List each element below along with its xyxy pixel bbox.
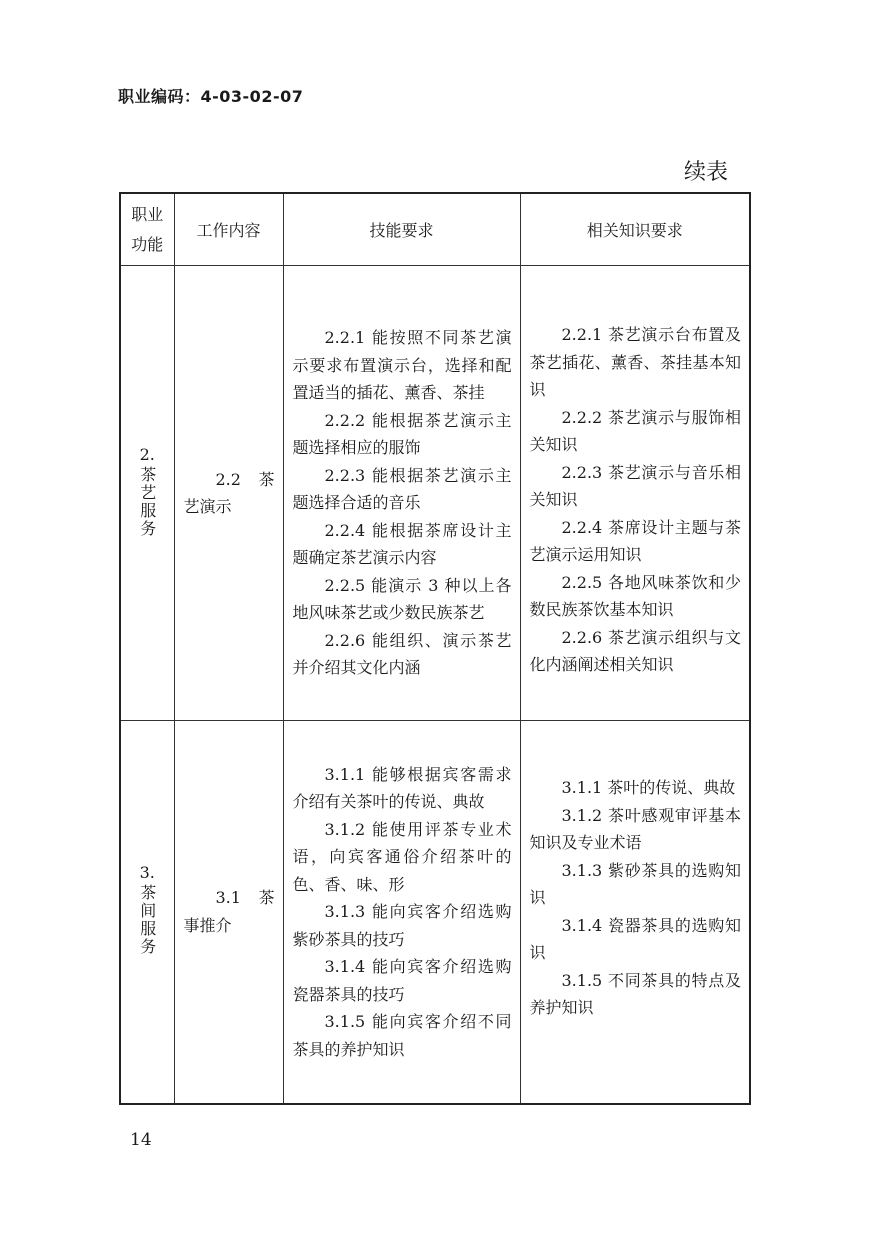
work-content: 2.2 茶艺演示 (183, 469, 275, 516)
skill-item: 3.1.4 能向宾客介绍选购瓷器茶具的技巧 (292, 957, 512, 1004)
work-content: 3.1 茶事推介 (183, 888, 275, 935)
knowledge-item: 2.2.1 茶艺演示台布置及茶艺插花、薰香、茶挂基本知识 (529, 325, 741, 400)
skill-cell (283, 266, 520, 721)
skill-item: 2.2.3 能根据茶艺演示主题选择合适的音乐 (292, 465, 512, 513)
continued-table-label: 续表 (683, 160, 728, 185)
knowledge-item: 2.2.5 各地风味茶饮和少数民族茶饮基本知识 (529, 572, 741, 620)
knowledge-item: 2.2.2 茶艺演示与服饰相关知识 (529, 407, 741, 455)
knowledge-item: 3.1.5 不同茶具的特点及养护知识 (529, 970, 741, 1017)
skill-item: 2.2.5 能演示 3 种以上各地风味茶艺或少数民族茶艺 (292, 575, 512, 623)
skill-item: 2.2.6 能组织、演示茶艺并介绍其文化内涵 (292, 630, 512, 678)
header-function-label: 职业功能 (131, 204, 164, 254)
knowledge-cell (520, 266, 750, 721)
function-name: 茶艺服务 (137, 465, 157, 538)
occupation-code: 职业编码：4-03-02-07 (118, 87, 304, 106)
knowledge-item: 2.2.6 茶艺演示组织与文化内涵阐述相关知识 (529, 627, 741, 675)
skill-item: 2.2.1 能按照不同茶艺演示要求布置演示台，选择和配置适当的插花、薰香、茶挂 (292, 328, 512, 403)
skill-cell (283, 721, 520, 1104)
header-knowledge-requirements: 相关知识要求 (520, 193, 750, 266)
occupation-standards-table (119, 192, 751, 1105)
skill-item: 2.2.4 能根据茶席设计主题确定茶艺演示内容 (292, 520, 512, 568)
function-number: 3. (139, 863, 155, 883)
knowledge-item: 3.1.3 紫砂茶具的选购知识 (529, 860, 741, 907)
function-name: 茶间服务 (137, 884, 157, 957)
table-row (120, 266, 750, 721)
skill-item: 3.1.1 能够根据宾客需求介绍有关茶叶的传说、典故 (292, 764, 512, 811)
knowledge-cell (520, 721, 750, 1104)
work-content-cell (174, 266, 283, 721)
knowledge-item: 3.1.1 茶叶的传说、典故 (561, 778, 736, 797)
knowledge-item: 2.2.3 茶艺演示与音乐相关知识 (529, 462, 741, 510)
knowledge-item: 2.2.4 茶席设计主题与茶艺演示运用知识 (529, 517, 741, 565)
skill-item: 3.1.2 能使用评茶专业术语，向宾客通俗介绍茶叶的色、香、味、形 (292, 819, 512, 894)
function-cell (120, 721, 174, 1104)
function-number: 2. (139, 444, 155, 464)
page-number: 14 (130, 1130, 152, 1150)
table-row (120, 721, 750, 1104)
knowledge-item: 3.1.4 瓷器茶具的选购知识 (529, 915, 741, 962)
skill-item: 2.2.2 能根据茶艺演示主题选择相应的服饰 (292, 410, 512, 458)
header-work-content: 工作内容 (174, 193, 283, 266)
work-content-cell (174, 721, 283, 1104)
table-header-row (120, 193, 750, 266)
header-skill-requirements: 技能要求 (283, 193, 520, 266)
skill-item: 3.1.3 能向宾客介绍选购紫砂茶具的技巧 (292, 902, 512, 949)
header-function (120, 193, 174, 266)
function-cell (120, 266, 174, 721)
knowledge-item: 3.1.2 茶叶感观审评基本知识及专业术语 (529, 805, 741, 852)
skill-item: 3.1.5 能向宾客介绍不同茶具的养护知识 (292, 1012, 512, 1059)
